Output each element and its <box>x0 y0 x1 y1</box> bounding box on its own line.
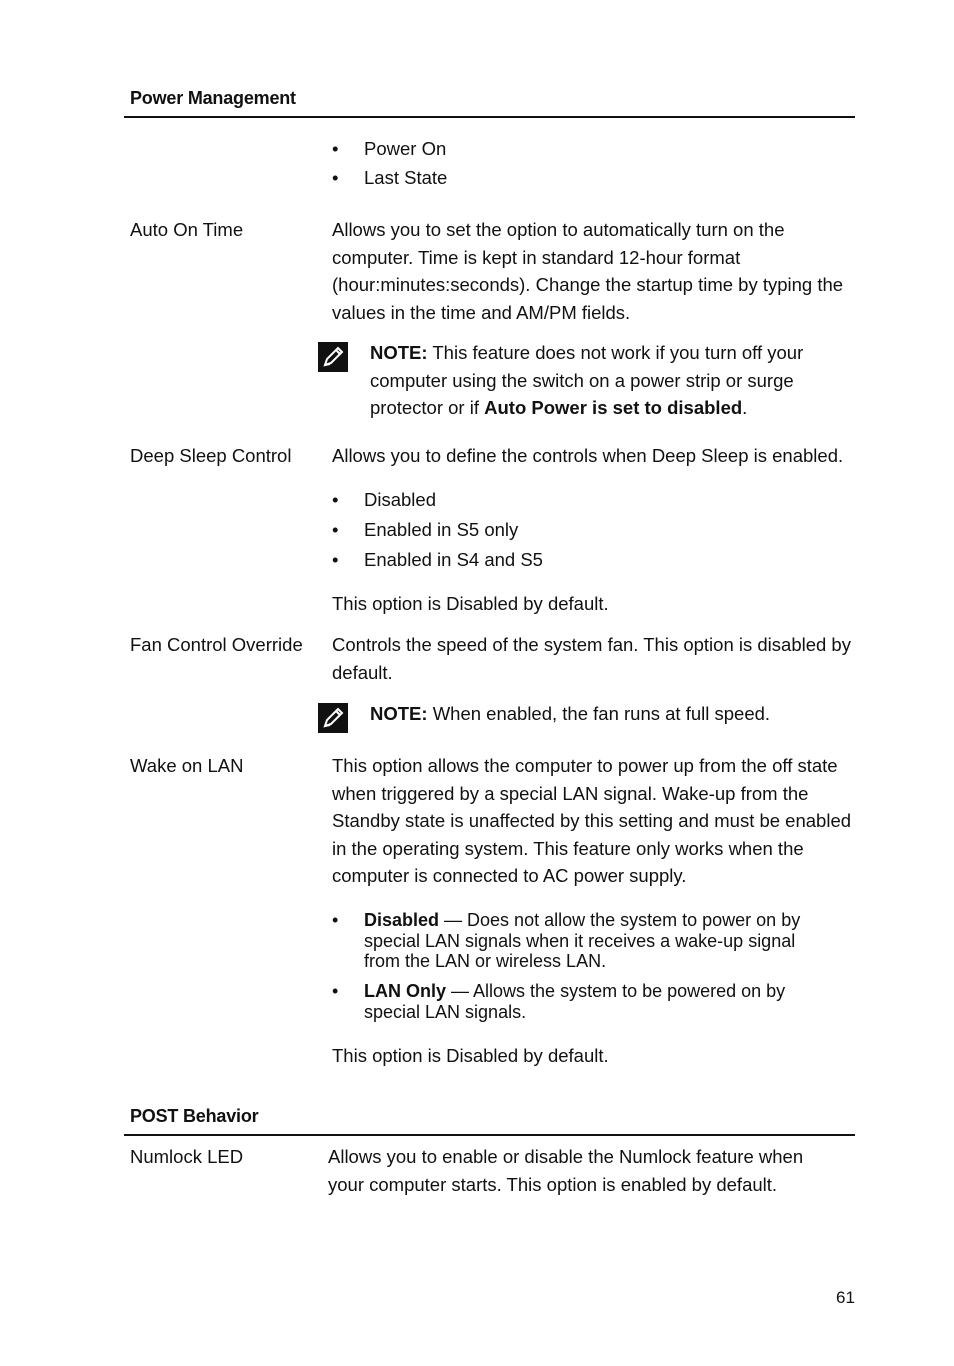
default-text: This option is Disabled by default. <box>332 593 609 614</box>
page-number: 61 <box>836 1288 855 1307</box>
setting-label-auto-on-time: Auto On Time <box>130 219 244 240</box>
note-text: NOTE: This feature does not work if you turn off your computer using the switch on a power strip or surge protector or if Auto Power is set to disabled. <box>370 342 804 418</box>
note-text: NOTE: When enabled, the fan runs at full speed. <box>370 703 771 724</box>
setting-description: Allows you to define the controls when Deep Sleep is enabled. <box>332 445 844 466</box>
section-rule <box>124 1134 855 1136</box>
setting-label-numlock: Numlock LED <box>130 1146 244 1167</box>
setting-description: Allows you to set the option to automatically turn on the computer. Time is kept in standard 12-hour format (hour:minutes:seconds). Change the startup time by typing the values in the time and AM/PM fields. <box>332 219 844 323</box>
note-pencil-icon <box>318 703 348 733</box>
list-item: • Disabled — Does not allow the system to power on by special LAN signals when it receives a wake-up signal from the LAN or wireless LAN. <box>332 910 801 971</box>
note-pencil-icon <box>318 342 348 372</box>
section-title-power-management: Power Management <box>130 88 296 108</box>
setting-description: Allows you to enable or disable the Numlock feature when your computer starts. This option is enabled by default. <box>328 1146 804 1195</box>
list-item: • LAN Only — Allows the system to be powered on by special LAN signals. <box>332 981 786 1022</box>
section-rule <box>124 116 855 118</box>
setting-description: This option allows the computer to power up from the off state when triggered by a special LAN signal. Wake-up from the Standby state is unaffected by this setting and must be enabled in the operating system. This feature only works when the computer is connected to AC power supply. <box>332 755 852 886</box>
section-title-post-behavior: POST Behavior <box>130 1106 259 1126</box>
setting-description: Controls the speed of the system fan. This option is disabled by default. <box>332 634 851 683</box>
setting-label-deep-sleep: Deep Sleep Control <box>130 445 292 466</box>
setting-label-wake-on-lan: Wake on LAN <box>130 755 244 776</box>
default-text: This option is Disabled by default. <box>332 1045 609 1066</box>
setting-label-fan-control: Fan Control Override <box>130 634 303 655</box>
